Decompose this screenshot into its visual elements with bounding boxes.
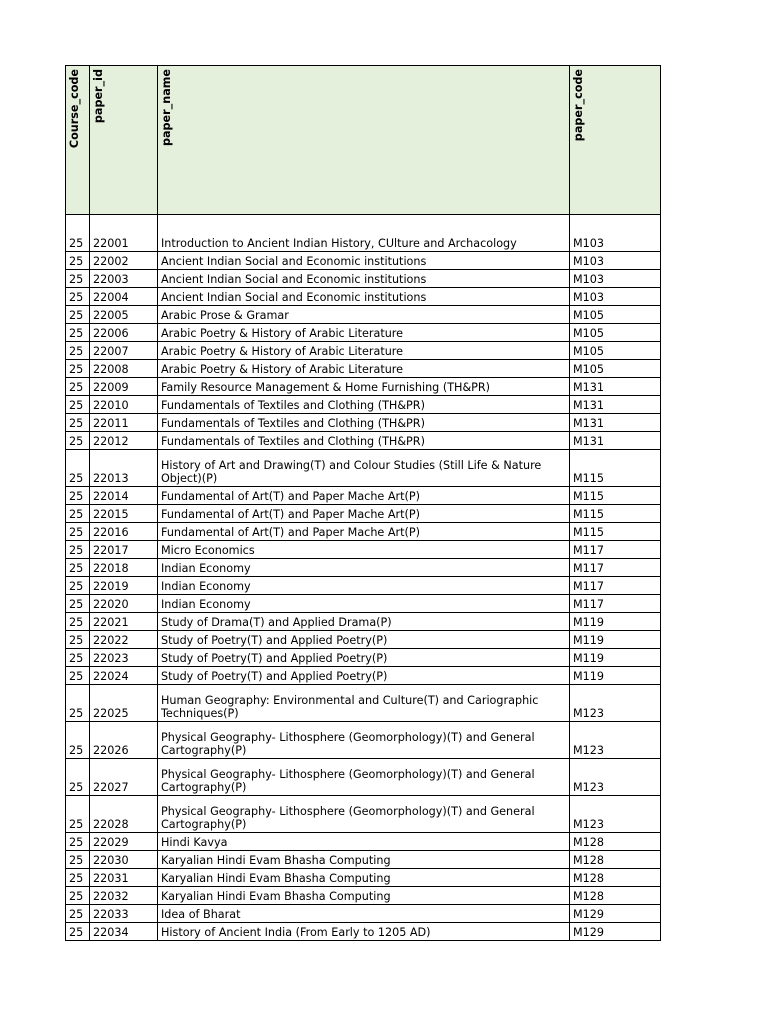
- cell-course-code: 25: [66, 685, 90, 722]
- cell-paper-code: M115: [570, 450, 661, 487]
- cell-paper-name: Karyalian Hindi Evam Bhasha Computing: [158, 887, 570, 905]
- header-course-code: Course_code: [68, 69, 81, 149]
- cell-course-code: 25: [66, 759, 90, 796]
- cell-paper-code: M103: [570, 215, 661, 252]
- cell-paper-id: 22008: [90, 360, 158, 378]
- cell-course-code: 25: [66, 378, 90, 396]
- table-header: [66, 66, 661, 215]
- cell-paper-id: 22009: [90, 378, 158, 396]
- cell-course-code: 25: [66, 360, 90, 378]
- cell-paper-name: Study of Poetry(T) and Applied Poetry(P): [158, 667, 570, 685]
- cell-paper-id: 22001: [90, 215, 158, 252]
- cell-paper-code: M103: [570, 288, 661, 306]
- cell-paper-code: M128: [570, 833, 661, 851]
- cell-paper-name: Ancient Indian Social and Economic institutions: [158, 252, 570, 270]
- cell-paper-name: Karyalian Hindi Evam Bhasha Computing: [158, 869, 570, 887]
- cell-paper-id: 22029: [90, 833, 158, 851]
- table-row: [66, 450, 661, 487]
- cell-paper-code: M131: [570, 396, 661, 414]
- cell-paper-code: M117: [570, 541, 661, 559]
- table-row: [66, 869, 661, 887]
- cell-paper-name: Family Resource Management & Home Furnishing (TH&PR): [158, 378, 570, 396]
- cell-paper-id: 22016: [90, 523, 158, 541]
- header-row: [66, 66, 661, 215]
- cell-paper-code: M105: [570, 360, 661, 378]
- cell-course-code: 25: [66, 851, 90, 869]
- cell-course-code: 25: [66, 595, 90, 613]
- cell-paper-name: Ancient Indian Social and Economic institutions: [158, 270, 570, 288]
- cell-paper-name: Arabic Poetry & History of Arabic Literature: [158, 324, 570, 342]
- table-row: [66, 432, 661, 450]
- cell-paper-name: Human Geography: Environmental and Culture(T) and Cariographic Techniques(P): [158, 685, 570, 722]
- table-row: [66, 851, 661, 869]
- cell-course-code: 25: [66, 722, 90, 759]
- cell-paper-name: Arabic Poetry & History of Arabic Literature: [158, 360, 570, 378]
- cell-course-code: 25: [66, 450, 90, 487]
- cell-paper-name: Hindi Kavya: [158, 833, 570, 851]
- cell-course-code: 25: [66, 215, 90, 252]
- table-row: [66, 523, 661, 541]
- cell-paper-code: M105: [570, 306, 661, 324]
- cell-paper-id: 22020: [90, 595, 158, 613]
- cell-paper-id: 22026: [90, 722, 158, 759]
- cell-paper-code: M131: [570, 378, 661, 396]
- cell-paper-code: M105: [570, 324, 661, 342]
- table-row: [66, 396, 661, 414]
- cell-paper-code: M128: [570, 851, 661, 869]
- table-row: [66, 215, 661, 252]
- cell-paper-id: 22034: [90, 923, 158, 941]
- cell-course-code: 25: [66, 523, 90, 541]
- table-row: [66, 631, 661, 649]
- table-row: [66, 759, 661, 796]
- cell-paper-id: 22030: [90, 851, 158, 869]
- header-paper-id: paper_id: [92, 69, 105, 124]
- cell-paper-code: M119: [570, 649, 661, 667]
- cell-paper-name: Fundamental of Art(T) and Paper Mache Art(P): [158, 487, 570, 505]
- cell-paper-code: M103: [570, 252, 661, 270]
- cell-paper-code: M129: [570, 905, 661, 923]
- cell-course-code: 25: [66, 396, 90, 414]
- cell-paper-code: M103: [570, 270, 661, 288]
- cell-paper-code: M117: [570, 595, 661, 613]
- cell-paper-id: 22004: [90, 288, 158, 306]
- table-row: [66, 685, 661, 722]
- cell-course-code: 25: [66, 487, 90, 505]
- cell-course-code: 25: [66, 270, 90, 288]
- cell-paper-code: M131: [570, 414, 661, 432]
- cell-paper-id: 22031: [90, 869, 158, 887]
- cell-paper-code: M123: [570, 796, 661, 833]
- cell-course-code: 25: [66, 306, 90, 324]
- cell-paper-name: Fundamentals of Textiles and Clothing (TH&PR): [158, 432, 570, 450]
- cell-paper-name: Indian Economy: [158, 577, 570, 595]
- cell-paper-id: 22025: [90, 685, 158, 722]
- cell-paper-id: 22005: [90, 306, 158, 324]
- cell-paper-name: Karyalian Hindi Evam Bhasha Computing: [158, 851, 570, 869]
- cell-paper-id: 22003: [90, 270, 158, 288]
- table-body: [66, 215, 661, 941]
- header-cell-course-code: [66, 66, 90, 215]
- table-row: [66, 360, 661, 378]
- table-row: [66, 613, 661, 631]
- cell-paper-id: 22022: [90, 631, 158, 649]
- table-row: [66, 649, 661, 667]
- cell-course-code: 25: [66, 414, 90, 432]
- cell-paper-id: 22018: [90, 559, 158, 577]
- table-row: [66, 505, 661, 523]
- cell-course-code: 25: [66, 905, 90, 923]
- cell-paper-code: M115: [570, 505, 661, 523]
- cell-course-code: 25: [66, 667, 90, 685]
- cell-paper-name: Physical Geography- Lithosphere (Geomorphology)(T) and General Cartography(P): [158, 796, 570, 833]
- table-row: [66, 595, 661, 613]
- cell-paper-code: M117: [570, 577, 661, 595]
- cell-paper-code: M105: [570, 342, 661, 360]
- table-row: [66, 577, 661, 595]
- cell-paper-name: Micro Economics: [158, 541, 570, 559]
- header-cell-paper-id: [90, 66, 158, 215]
- cell-paper-code: M119: [570, 613, 661, 631]
- cell-paper-name: Fundamental of Art(T) and Paper Mache Art(P): [158, 505, 570, 523]
- table-row: [66, 887, 661, 905]
- cell-paper-name: Idea of Bharat: [158, 905, 570, 923]
- cell-paper-code: M131: [570, 432, 661, 450]
- cell-course-code: 25: [66, 631, 90, 649]
- table-row: [66, 414, 661, 432]
- cell-paper-name: Fundamental of Art(T) and Paper Mache Art(P): [158, 523, 570, 541]
- table-row: [66, 342, 661, 360]
- header-paper-name: paper_name: [160, 69, 173, 147]
- table-row: [66, 796, 661, 833]
- cell-course-code: 25: [66, 869, 90, 887]
- cell-course-code: 25: [66, 324, 90, 342]
- table-row: [66, 905, 661, 923]
- cell-paper-name: Study of Poetry(T) and Applied Poetry(P): [158, 631, 570, 649]
- cell-paper-name: Introduction to Ancient Indian History, CUlture and Archacology: [158, 215, 570, 252]
- cell-paper-id: 22017: [90, 541, 158, 559]
- cell-paper-id: 22028: [90, 796, 158, 833]
- cell-course-code: 25: [66, 649, 90, 667]
- cell-paper-name: Fundamentals of Textiles and Clothing (TH&PR): [158, 414, 570, 432]
- cell-paper-code: M128: [570, 887, 661, 905]
- cell-paper-id: 22010: [90, 396, 158, 414]
- table-row: [66, 541, 661, 559]
- cell-paper-name: History of Ancient India (From Early to 1205 AD): [158, 923, 570, 941]
- table-row: [66, 270, 661, 288]
- cell-paper-code: M128: [570, 869, 661, 887]
- cell-paper-id: 22015: [90, 505, 158, 523]
- cell-course-code: 25: [66, 923, 90, 941]
- cell-paper-name: Arabic Poetry & History of Arabic Literature: [158, 342, 570, 360]
- cell-paper-code: M117: [570, 559, 661, 577]
- cell-paper-name: Study of Poetry(T) and Applied Poetry(P): [158, 649, 570, 667]
- table-row: [66, 324, 661, 342]
- papers-table: [65, 65, 661, 941]
- cell-paper-id: 22007: [90, 342, 158, 360]
- cell-paper-name: Indian Economy: [158, 559, 570, 577]
- cell-paper-name: Arabic Prose & Gramar: [158, 306, 570, 324]
- cell-paper-id: 22014: [90, 487, 158, 505]
- table-row: [66, 923, 661, 941]
- cell-course-code: 25: [66, 577, 90, 595]
- cell-paper-name: Fundamentals of Textiles and Clothing (TH&PR): [158, 396, 570, 414]
- cell-course-code: 25: [66, 252, 90, 270]
- cell-paper-code: M129: [570, 923, 661, 941]
- header-cell-paper-code: [570, 66, 661, 215]
- cell-course-code: 25: [66, 887, 90, 905]
- cell-paper-code: M115: [570, 487, 661, 505]
- cell-paper-code: M115: [570, 523, 661, 541]
- cell-paper-id: 22024: [90, 667, 158, 685]
- cell-paper-id: 22002: [90, 252, 158, 270]
- cell-course-code: 25: [66, 288, 90, 306]
- cell-paper-id: 22019: [90, 577, 158, 595]
- cell-paper-id: 22023: [90, 649, 158, 667]
- cell-paper-name: Study of Drama(T) and Applied Drama(P): [158, 613, 570, 631]
- cell-course-code: 25: [66, 541, 90, 559]
- table-row: [66, 667, 661, 685]
- table-row: [66, 833, 661, 851]
- cell-paper-id: 22033: [90, 905, 158, 923]
- cell-paper-code: M123: [570, 722, 661, 759]
- cell-paper-id: 22006: [90, 324, 158, 342]
- cell-paper-name: Physical Geography- Lithosphere (Geomorphology)(T) and General Cartography(P): [158, 722, 570, 759]
- header-paper-code: paper_code: [572, 69, 585, 142]
- cell-paper-name: Physical Geography- Lithosphere (Geomorphology)(T) and General Cartography(P): [158, 759, 570, 796]
- table-row: [66, 559, 661, 577]
- table-row: [66, 288, 661, 306]
- table-row: [66, 378, 661, 396]
- table-row: [66, 306, 661, 324]
- cell-course-code: 25: [66, 342, 90, 360]
- cell-course-code: 25: [66, 796, 90, 833]
- header-cell-paper-name: [158, 66, 570, 215]
- table-row: [66, 722, 661, 759]
- cell-course-code: 25: [66, 505, 90, 523]
- cell-paper-code: M119: [570, 667, 661, 685]
- cell-paper-code: M123: [570, 759, 661, 796]
- table-row: [66, 487, 661, 505]
- cell-course-code: 25: [66, 432, 90, 450]
- cell-course-code: 25: [66, 613, 90, 631]
- cell-paper-code: M123: [570, 685, 661, 722]
- cell-paper-id: 22021: [90, 613, 158, 631]
- cell-course-code: 25: [66, 833, 90, 851]
- cell-paper-id: 22012: [90, 432, 158, 450]
- cell-paper-id: 22027: [90, 759, 158, 796]
- cell-paper-id: 22013: [90, 450, 158, 487]
- cell-paper-code: M119: [570, 631, 661, 649]
- table-row: [66, 252, 661, 270]
- cell-paper-id: 22011: [90, 414, 158, 432]
- cell-paper-name: History of Art and Drawing(T) and Colour Studies (Still Life & Nature Object)(P): [158, 450, 570, 487]
- cell-course-code: 25: [66, 559, 90, 577]
- cell-paper-id: 22032: [90, 887, 158, 905]
- cell-paper-name: Ancient Indian Social and Economic institutions: [158, 288, 570, 306]
- cell-paper-name: Indian Economy: [158, 595, 570, 613]
